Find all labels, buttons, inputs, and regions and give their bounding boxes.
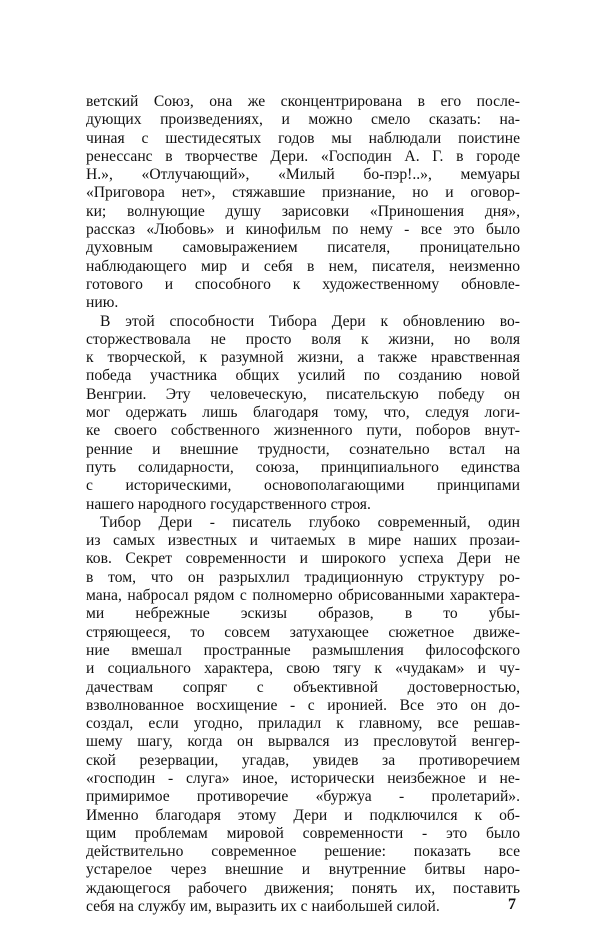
text-line: мана, набросал рядом с полномерно обрисованными характера- <box>86 587 520 605</box>
text-line: «господин - слуга» иное, исторически неизбежное и не- <box>86 769 520 787</box>
text-line: себя на службу им, выразить их с наибольшей силой. <box>86 898 440 916</box>
text-line: готового и способного к художественному обновле- <box>86 275 520 293</box>
text-line: действительно современное решение: показать все <box>86 843 520 861</box>
text-line: и социального характера, свою тягу к «чудакам» и чу- <box>86 660 520 678</box>
text-line: «Приговора нет», стяжавшие признание, но и оговор- <box>86 184 520 202</box>
text-line: ждающегося рабочего движения; понять их, поставить <box>86 879 520 897</box>
text-line: с историческими, основополагающими принципами <box>86 477 520 495</box>
paragraph <box>86 514 520 917</box>
text-line: В этой способности Тибора Дери к обновлению во- <box>100 312 520 330</box>
text-line: наблюдающего мир и себя в нем, писателя, неизменно <box>86 257 520 275</box>
text-line: ми небрежные эскизы образов, в то убы- <box>86 605 520 623</box>
text-line: путь солидарности, союза, принципиального единства <box>86 458 520 476</box>
text-line: дачествам сопряг с объективной достоверностью, <box>86 678 520 696</box>
text-line: Венгрии. Эту человеческую, писательскую победу он <box>86 385 520 403</box>
text-line: в том, что он разрыхлил традиционную структуру ро- <box>86 568 520 586</box>
text-line: создал, если угодно, приладил к главному, все решав- <box>86 715 520 733</box>
text-line: Именно благодаря этому Дери и подключился к об- <box>86 806 520 824</box>
text-line: духовным самовыражением писателя, проницательно <box>86 239 520 257</box>
text-line: ренние и внешние трудности, сознательно встал на <box>86 440 520 458</box>
text-line: мог одержать лишь благодаря тому, что, следуя логи- <box>86 404 520 422</box>
text-line: дующих произведениях, и можно смело сказать: на- <box>86 111 520 129</box>
text-line: нию. <box>86 294 119 312</box>
text-line: шему шагу, когда он вырвался из пресловутой венгер- <box>86 733 520 751</box>
page-number: 7 <box>508 896 516 913</box>
text-line: ков. Секрет современности и широкого успеха Дери не <box>86 550 520 568</box>
text-line: победа участника общих усилий по созданию новой <box>86 367 520 385</box>
body-text <box>86 93 520 916</box>
text-line: ки; волнующие душу зарисовки «Приношения дня», <box>86 202 520 220</box>
text-line: ние вмешал пространные размышления философского <box>86 641 520 659</box>
text-line: ренессанс в творчестве Дери. «Господин А. Г. в городе <box>86 147 520 165</box>
text-line: примиримое противоречие «буржуа - пролетарий». <box>86 788 520 806</box>
paragraph <box>86 313 520 514</box>
text-line: Н.», «Отлучающий», «Милый бо-пэр!..», мемуары <box>86 166 520 184</box>
text-line: из самых известных и читаемых в мире наших прозаи- <box>86 532 520 550</box>
paragraph <box>86 93 520 313</box>
text-line: ской резервации, угадав, увидев за противоречием <box>86 751 520 769</box>
text-line: взволнованное восхищение - с иронией. Все это он до- <box>86 696 520 714</box>
text-line: ветский Союз, она же сконцентрирована в его после- <box>86 93 520 110</box>
text-line: сторжествовала не просто воля к жизни, но воля <box>86 330 520 348</box>
text-line: рассказ «Любовь» и кинофильм по нему - все это было <box>86 221 520 239</box>
text-line: Тибор Дери - писатель глубоко современный, один <box>100 513 520 531</box>
text-line: к творческой, к разумной жизни, а также нравственная <box>86 349 520 367</box>
text-line: стряющееся, то совсем затухающее сюжетное движе- <box>86 623 520 641</box>
text-line: щим проблемам мировой современности - это было <box>86 824 520 842</box>
text-line: чиная с шестидесятых годов мы наблюдали поистине <box>86 129 520 147</box>
text-line: ке своего собственного жизненного пути, поборов внут- <box>86 422 520 440</box>
text-line: нашего народного государственного строя. <box>86 495 371 513</box>
text-line: устарелое через внешние и внутренние битвы наро- <box>86 861 520 879</box>
